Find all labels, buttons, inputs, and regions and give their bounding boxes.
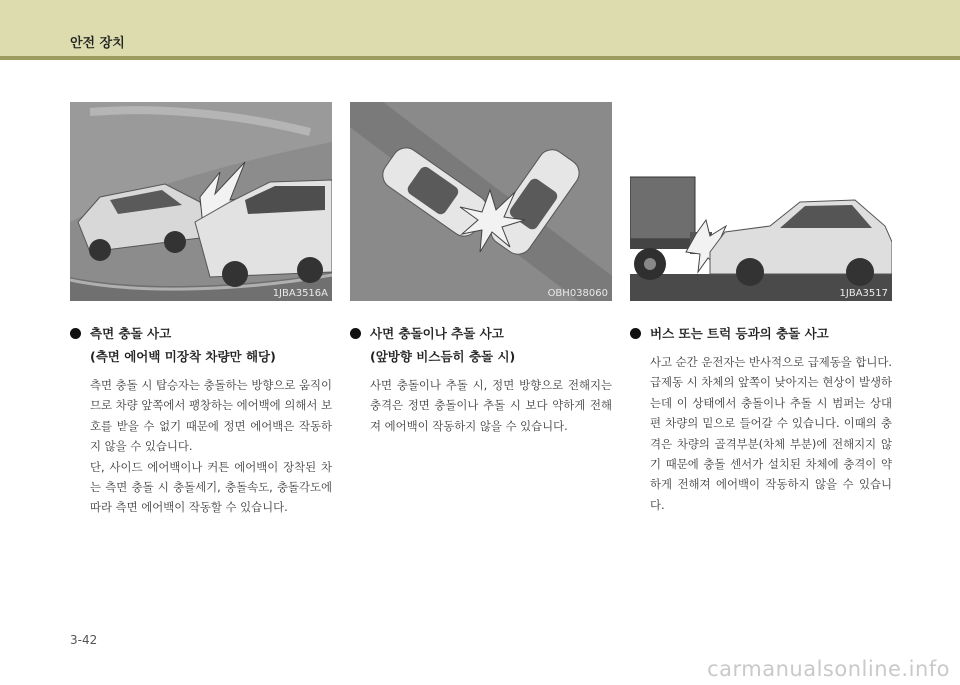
figure-code: OBH038060 [547,288,608,299]
bullet-icon [70,328,81,339]
section-heading [350,322,612,368]
truck-collision-drawing [630,102,892,301]
section-title: 안전 장치 [70,36,125,51]
heading-line: (앞방향 비스듬히 충돌 시) [370,349,516,364]
bullet-icon [630,328,641,339]
section-truck-collision [630,322,892,515]
side-collision-drawing [70,102,332,301]
section-heading [630,322,892,345]
heading-line: 사면 충돌이나 추돌 사고 [370,326,504,341]
section-body [90,375,332,518]
section-body [370,375,612,436]
section-heading [70,322,332,368]
paragraph: 사면 충돌이나 추돌 시, 정면 방향으로 전해지는 충격은 정면 충돌이나 추돌 시 보다 약하게 전해져 에어백이 작동하지 않을 수 있습니다. [370,378,612,433]
oblique-collision-illustration [350,102,612,301]
page-number: 3-42 [70,633,98,647]
oblique-collision-drawing [350,102,612,301]
bullet-icon [350,328,361,339]
figure-code: 1JBA3516A [272,288,328,299]
heading-line: (측면 에어백 미장착 차량만 해당) [90,349,276,364]
watermark: carmanualsonline.info [707,657,950,681]
paragraph: 사고 순간 운전자는 반사적으로 급제동을 합니다. 급제동 시 차체의 앞쪽이 낮아지는 현상이 발생하는데 이 상태에서 충돌이나 추돌 시 범퍼는 상대편 차량의 밑으로 들어갈 수 있습니다. 이때의 충격은 차량의 골격부분(차체 부분)에 전해지지 않기 때문에 충돌 센서가 설치된 차체에 충격이 약하게 전해져 에어백이 작동하지 않을 수 있습니다. [650,355,892,512]
section-oblique-collision [350,322,612,436]
truck-collision-illustration [630,102,892,301]
section-body [650,352,892,515]
figure-code: 1JBA3517 [839,288,888,299]
paragraph: 측면 충돌 시 탑승자는 충돌하는 방향으로 움직이므로 차량 앞쪽에서 팽창하는 에어백에 의해서 보호를 받을 수 없기 때문에 정면 에어백은 작동하지 않을 수 있습니다. [90,378,332,454]
section-side-collision [70,322,332,518]
page-header [0,0,960,60]
paragraph: 단, 사이드 에어백이나 커튼 에어백이 장착된 차는 측면 충돌 시 충돌세기, 충돌속도, 충돌각도에 따라 측면 에어백이 작동할 수 있습니다. [90,459,332,515]
side-collision-illustration [70,102,332,301]
heading-line: 버스 또는 트럭 등과의 충돌 사고 [650,326,829,341]
heading-line: 측면 충돌 사고 [90,326,172,341]
